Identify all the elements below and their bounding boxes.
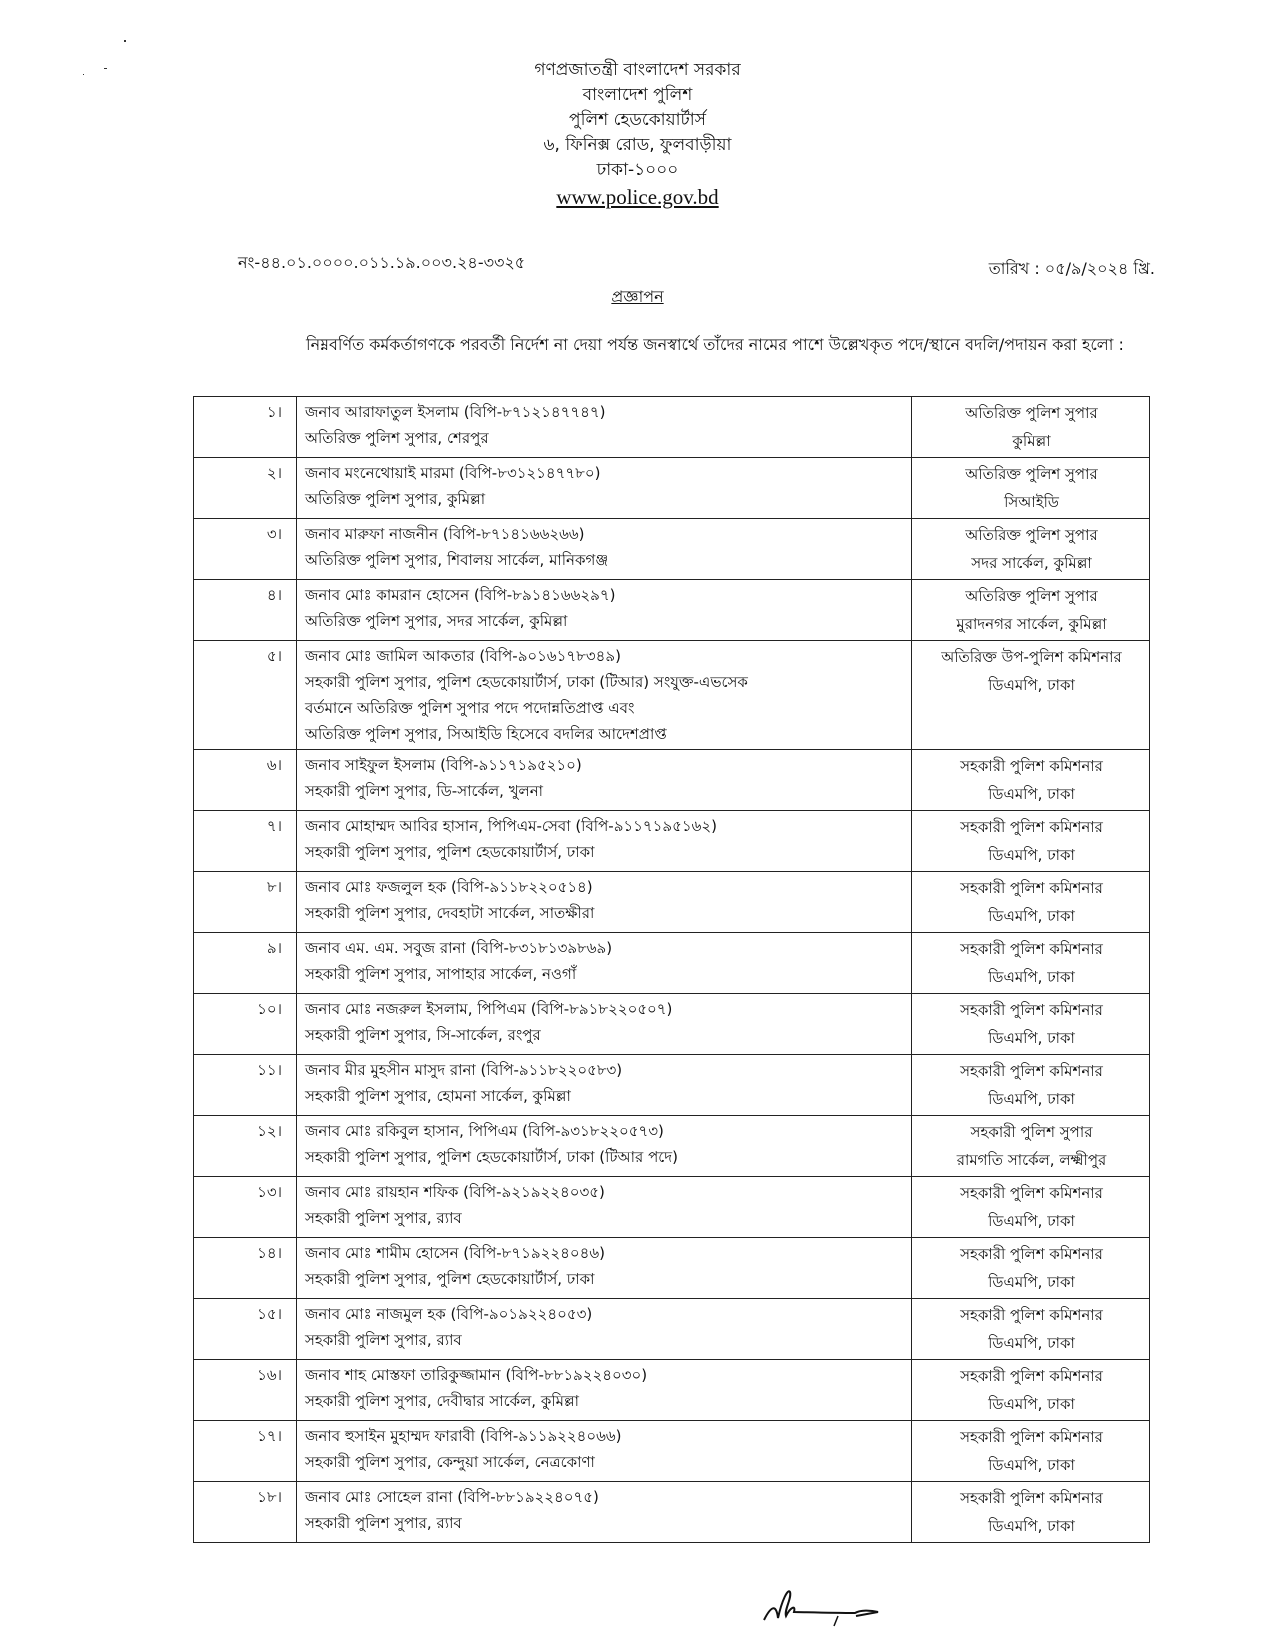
current-posting: সহকারী পুলিশ সুপার, র‍্যাব (305, 1331, 462, 1349)
department-name: বাংলাদেশ পুলিশ (582, 85, 693, 105)
table-row (194, 1116, 1150, 1177)
table-row (194, 1238, 1150, 1299)
transfer-orders-table (193, 396, 1150, 1543)
new-posting (912, 458, 1150, 519)
officer-details (297, 519, 912, 580)
officer-name: জনাব মোঃ শামীম হোসেন (বিপি-৮৭১৯২২৪০৪৬) (305, 1244, 605, 1262)
new-designation: অতিরিক্ত পুলিশ সুপার (965, 465, 1098, 483)
serial-number: ৬। (194, 750, 297, 811)
current-posting: সহকারী পুলিশ সুপার, ডি-সার্কেল, খুলনা (305, 782, 544, 800)
new-posting (912, 1238, 1150, 1299)
table-row (194, 580, 1150, 641)
officer-details (297, 1360, 912, 1421)
memo-date: তারিখ : ০৫/৯/২০২৪ খ্রি. (988, 259, 1155, 278)
new-posting (912, 872, 1150, 933)
current-posting: সহকারী পুলিশ সুপার, হোমনা সার্কেল, কুমিল্লা (305, 1087, 571, 1105)
officer-details (297, 1482, 912, 1543)
current-posting: সহকারী পুলিশ সুপার, পুলিশ হেডকোয়ার্টার্স, ঢাকা (টিআর) সংযুক্ত-এভসেক (305, 673, 748, 691)
new-posting (912, 1299, 1150, 1360)
new-posting (912, 1421, 1150, 1482)
serial-number: ১৬। (194, 1360, 297, 1421)
current-posting: অতিরিক্ত পুলিশ সুপার, সদর সার্কেল, কুমিল্লা (305, 612, 568, 630)
current-posting: সহকারী পুলিশ সুপার, সাপাহার সার্কেল, নওগাঁ (305, 965, 577, 983)
office-city: ঢাকা-১০০০ (596, 160, 679, 180)
new-posting (912, 641, 1150, 750)
new-location: সিআইডি (1004, 493, 1059, 511)
new-posting (912, 811, 1150, 872)
new-location: ডিএমপি, ঢাকা (988, 1090, 1075, 1108)
document-title-text: প্রজ্ঞাপন (611, 287, 664, 306)
table-row (194, 1055, 1150, 1116)
document-title (0, 284, 1275, 311)
new-location: ডিএমপি, ঢাকা (988, 1029, 1075, 1047)
new-location: ডিএমপি, ঢাকা (988, 1395, 1075, 1413)
new-location: সদর সার্কেল, কুমিল্লা (971, 554, 1092, 572)
table-row (194, 1299, 1150, 1360)
officer-name: জনাব এম. এম. সবুজ রানা (বিপি-৮৩১৮১৩৯৮৬৯) (305, 939, 613, 957)
officer-name: জনাব শাহ মোস্তফা তারিকুজ্জামান (বিপি-৮৮১৯২২৪০৩০) (305, 1366, 648, 1384)
officer-details (297, 1421, 912, 1482)
table-row (194, 519, 1150, 580)
officer-name: জনাব মোহাম্মদ আবির হাসান, পিপিএম-সেবা (বিপি-৯১১৭১৯৫১৬২) (305, 817, 717, 835)
current-posting: সহকারী পুলিশ সুপার, র‍্যাব (305, 1209, 462, 1227)
new-location: ডিএমপি, ঢাকা (988, 1334, 1075, 1352)
serial-number: ১০। (194, 994, 297, 1055)
serial-number: ৭। (194, 811, 297, 872)
table-row (194, 1421, 1150, 1482)
new-designation: সহকারী পুলিশ কমিশনার (960, 1489, 1103, 1507)
serial-number: ৩। (194, 519, 297, 580)
table-row (194, 641, 1150, 750)
new-posting (912, 750, 1150, 811)
officer-details (297, 641, 912, 750)
officer-name: জনাব সাইফুল ইসলাম (বিপি-৯১১৭১৯৫২১০) (305, 756, 582, 774)
government-name: গণপ্রজাতন্ত্রী বাংলাদেশ সরকার (534, 60, 741, 80)
new-location: ডিএমপি, ঢাকা (988, 1212, 1075, 1230)
new-designation: সহকারী পুলিশ কমিশনার (960, 1367, 1103, 1385)
signature-icon (760, 1580, 890, 1630)
new-designation: অতিরিক্ত পুলিশ সুপার (965, 526, 1098, 544)
current-posting: সহকারী পুলিশ সুপার, দেবীদ্বার সার্কেল, কুমিল্লা (305, 1392, 579, 1410)
table-row (194, 811, 1150, 872)
officer-details (297, 933, 912, 994)
new-location: ডিএমপি, ঢাকা (988, 1517, 1075, 1535)
new-designation: সহকারী পুলিশ কমিশনার (960, 940, 1103, 958)
new-designation: সহকারী পুলিশ কমিশনার (960, 1184, 1103, 1202)
serial-number: ৮। (194, 872, 297, 933)
current-posting: সহকারী পুলিশ সুপার, দেবহাটা সার্কেল, সাতক্ষীরা (305, 904, 595, 922)
new-designation: সহকারী পুলিশ কমিশনার (960, 1306, 1103, 1324)
new-designation: সহকারী পুলিশ কমিশনার (960, 757, 1103, 775)
current-posting: সহকারী পুলিশ সুপার, র‍্যাব (305, 1514, 462, 1532)
website-link[interactable]: www.police.gov.bd (556, 185, 719, 209)
officer-details (297, 1238, 912, 1299)
table-row (194, 397, 1150, 458)
officer-name: জনাব মোঃ রায়হান শফিক (বিপি-৯২১৯২২৪০৩৫) (305, 1183, 605, 1201)
new-location: ডিএমপি, ঢাকা (988, 968, 1075, 986)
new-posting (912, 933, 1150, 994)
table-row (194, 872, 1150, 933)
new-posting (912, 994, 1150, 1055)
new-designation: সহকারী পুলিশ কমিশনার (960, 1001, 1103, 1019)
office-address: ৬, ফিনিক্স রোড, ফুলবাড়ীয়া (543, 135, 732, 155)
officer-name: জনাব মংনেথোয়াই মারমা (বিপি-৮৩১২১৪৭৭৮০) (305, 464, 601, 482)
officer-details (297, 1177, 912, 1238)
serial-number: ১৫। (194, 1299, 297, 1360)
serial-number: ১১। (194, 1055, 297, 1116)
officer-details (297, 811, 912, 872)
serial-number: ৯। (194, 933, 297, 994)
letterhead (0, 58, 1275, 210)
officer-details (297, 1055, 912, 1116)
new-designation: সহকারী পুলিশ কমিশনার (960, 1062, 1103, 1080)
serial-number: ৫। (194, 641, 297, 750)
table-row (194, 1482, 1150, 1543)
new-posting (912, 580, 1150, 641)
officer-details (297, 1299, 912, 1360)
officer-name: জনাব মোঃ ফজলুল হক (বিপি-৯১১৮২২০৫১৪) (305, 878, 593, 896)
table-row (194, 1177, 1150, 1238)
current-posting: সহকারী পুলিশ সুপার, পুলিশ হেডকোয়ার্টার্স, ঢাকা (টিআর পদে) (305, 1148, 679, 1166)
new-posting (912, 1055, 1150, 1116)
new-location: কুমিল্লা (1012, 432, 1051, 450)
table-row (194, 1360, 1150, 1421)
officer-name: জনাব মোঃ নাজমুল হক (বিপি-৯০১৯২২৪০৫৩) (305, 1305, 593, 1323)
new-location: ডিএমপি, ঢাকা (988, 785, 1075, 803)
new-location: রামগতি সার্কেল, লক্ষ্মীপুর (956, 1151, 1107, 1169)
new-designation: সহকারী পুলিশ কমিশনার (960, 1428, 1103, 1446)
officer-name: জনাব মোঃ সোহেল রানা (বিপি-৮৮১৯২২৪০৭৫) (305, 1488, 599, 1506)
new-location: ডিএমপি, ঢাকা (988, 676, 1075, 694)
new-posting (912, 519, 1150, 580)
intro-paragraph: নিম্নবর্ণিত কর্মকর্তাগণকে পরবর্তী নির্দেশ না দেয়া পর্যন্ত জনস্বার্থে তাঁদের নামের পাশে উল্লেখকৃত পদে/স্থানে বদলি/পদায়ন করা হলো : (306, 335, 1124, 354)
officer-name: জনাব মীর মুহসীন মাসুদ রানা (বিপি-৯১১৮২২০৫৮৩) (305, 1061, 623, 1079)
officer-name: জনাব মোঃ জামিল আকতার (বিপি-৯০১৬১৭৮৩৪৯) (305, 647, 621, 665)
table-row (194, 458, 1150, 519)
officer-details (297, 750, 912, 811)
memo-number: নং-৪৪.০১.০০০০.০১১.১৯.০০৩.২৪-৩৩২৫ (238, 253, 526, 272)
new-designation: সহকারী পুলিশ কমিশনার (960, 1245, 1103, 1263)
officer-name: জনাব মোঃ কামরান হোসেন (বিপি-৮৯১৪১৬৬২৯৭) (305, 586, 616, 604)
new-designation: সহকারী পুলিশ কমিশনার (960, 818, 1103, 836)
new-designation: সহকারী পুলিশ সুপার (970, 1123, 1093, 1141)
new-posting (912, 397, 1150, 458)
serial-number: ১৪। (194, 1238, 297, 1299)
new-posting (912, 1177, 1150, 1238)
new-posting (912, 1360, 1150, 1421)
serial-number: ৪। (194, 580, 297, 641)
table-row (194, 994, 1150, 1055)
current-posting: অতিরিক্ত পুলিশ সুপার, সিআইডি হিসেবে বদলির আদেশপ্রাপ্ত (305, 725, 667, 743)
serial-number: ১২। (194, 1116, 297, 1177)
serial-number: ১৩। (194, 1177, 297, 1238)
new-location: ডিএমপি, ঢাকা (988, 1273, 1075, 1291)
current-posting: অতিরিক্ত পুলিশ সুপার, শেরপুর (305, 429, 489, 447)
officer-details (297, 872, 912, 933)
new-designation: সহকারী পুলিশ কমিশনার (960, 879, 1103, 897)
officer-name: জনাব আরাফাতুল ইসলাম (বিপি-৮৭১২১৪৭৭৪৭) (305, 403, 606, 421)
new-location: ডিএমপি, ঢাকা (988, 907, 1075, 925)
current-posting: সহকারী পুলিশ সুপার, পুলিশ হেডকোয়ার্টার্স, ঢাকা (305, 843, 595, 861)
new-designation: অতিরিক্ত পুলিশ সুপার (965, 587, 1098, 605)
new-designation: অতিরিক্ত উপ-পুলিশ কমিশনার (941, 648, 1122, 666)
table-row (194, 933, 1150, 994)
office-name: পুলিশ হেডকোয়ার্টার্স (569, 110, 706, 130)
officer-name: জনাব মোঃ নজরুল ইসলাম, পিপিএম (বিপি-৮৯১৮২২০৫০৭) (305, 1000, 673, 1018)
new-posting (912, 1116, 1150, 1177)
officer-details (297, 994, 912, 1055)
current-posting: অতিরিক্ত পুলিশ সুপার, কুমিল্লা (305, 490, 486, 508)
current-posting: সহকারী পুলিশ সুপার, কেন্দুয়া সার্কেল, নেত্রকোণা (305, 1453, 595, 1471)
current-posting: সহকারী পুলিশ সুপার, সি-সার্কেল, রংপুর (305, 1026, 541, 1044)
serial-number: ১৮। (194, 1482, 297, 1543)
current-posting: অতিরিক্ত পুলিশ সুপার, শিবালয় সার্কেল, মানিকগঞ্জ (305, 551, 609, 569)
officer-name: জনাব হুসাইন মুহাম্মদ ফারাবী (বিপি-৯১১৯২২৪০৬৬) (305, 1427, 622, 1445)
new-designation: অতিরিক্ত পুলিশ সুপার (965, 404, 1098, 422)
officer-details (297, 580, 912, 641)
officer-details (297, 1116, 912, 1177)
new-posting (912, 1482, 1150, 1543)
officer-details (297, 458, 912, 519)
current-posting: সহকারী পুলিশ সুপার, পুলিশ হেডকোয়ার্টার্স, ঢাকা (305, 1270, 595, 1288)
new-location: ডিএমপি, ঢাকা (988, 1456, 1075, 1474)
serial-number: ২। (194, 458, 297, 519)
current-posting: বর্তমানে অতিরিক্ত পুলিশ সুপার পদে পদোন্নতিপ্রাপ্ত এবং (305, 699, 635, 717)
officer-name: জনাব মারুফা নাজনীন (বিপি-৮৭১৪১৬৬২৬৬) (305, 525, 585, 543)
new-location: মুরাদনগর সার্কেল, কুমিল্লা (956, 615, 1107, 633)
new-location: ডিএমপি, ঢাকা (988, 846, 1075, 864)
officer-name: জনাব মোঃ রকিবুল হাসান, পিপিএম (বিপি-৯৩১৮২২০৫৭৩) (305, 1122, 664, 1140)
table-row (194, 750, 1150, 811)
officer-details (297, 397, 912, 458)
serial-number: ১। (194, 397, 297, 458)
serial-number: ১৭। (194, 1421, 297, 1482)
